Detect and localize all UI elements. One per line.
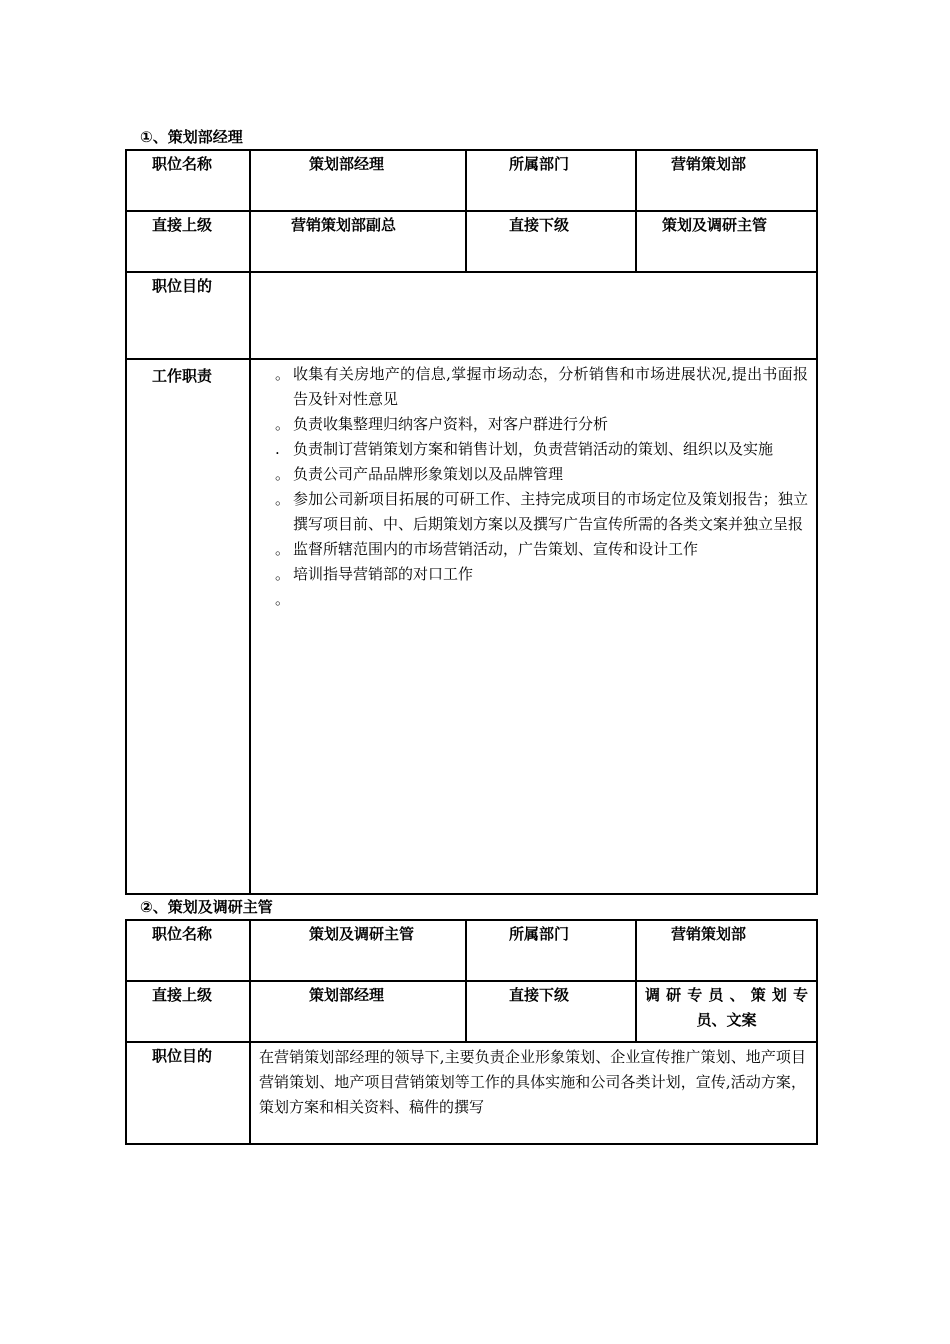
subordinate-value (636, 981, 817, 1042)
job-description-table (125, 149, 818, 895)
position-name-label: 职位名称 (126, 150, 250, 211)
superior-value: 营销策划部副总 (250, 211, 466, 272)
duty-text: 监督所辖范围内的市场营销活动，广告策划、宣传和设计工作 (293, 540, 699, 558)
duty-text: 培训指导营销部的对口工作 (293, 565, 474, 583)
department-value: 营销策划部 (636, 920, 817, 981)
section-title: ②、策划及调研主管 (140, 898, 273, 916)
duty-text: 负责收集整理归纳客户资料，对客户群进行分析 (293, 415, 609, 433)
department-label: 所属部门 (466, 920, 636, 981)
bullet-icon: 。 (275, 565, 291, 583)
department-value: 营销策划部 (636, 150, 817, 211)
bullet-icon: 。 (275, 540, 291, 558)
superior-label: 直接上级 (126, 981, 250, 1042)
subordinate-value-line: 调研专员、策划专 (645, 986, 808, 1004)
job-description-table (125, 919, 818, 1145)
list-item (275, 412, 808, 437)
duty-text: 参加公司新项目拓展的可研工作、主持完成项目的市场定位及策划报告；独立撰写项目前、中、后期策划方案以及撰写广告宣传所需的各类文案并独立呈报 (293, 490, 808, 533)
duties-cell (250, 359, 817, 894)
duties-label: 工作职责 (126, 359, 250, 894)
list-item (275, 587, 808, 612)
subordinate-label: 直接下级 (466, 211, 636, 272)
bullet-icon: 。 (275, 465, 291, 483)
list-item (275, 437, 808, 462)
duty-text: 收集有关房地产的信息,掌握市场动态，分析销售和市场进展状况,提出书面报告及针对性意见 (293, 365, 808, 408)
duty-text: 负责公司产品品牌形象策划以及品牌管理 (293, 465, 564, 483)
duty-list (275, 362, 808, 612)
subordinate-label: 直接下级 (466, 981, 636, 1042)
bullet-icon: 。 (275, 415, 291, 433)
superior-label: 直接上级 (126, 211, 250, 272)
list-item (275, 462, 808, 487)
duty-text: 负责制订营销策划方案和销售计划，负责营销活动的策划、组织以及实施 (293, 440, 774, 458)
purpose-value (250, 272, 817, 359)
position-name-label: 职位名称 (126, 920, 250, 981)
bullet-icon: 。 (275, 590, 291, 608)
department-label: 所属部门 (466, 150, 636, 211)
list-item (275, 362, 808, 412)
superior-value: 策划部经理 (250, 981, 466, 1042)
bullet-icon: . (275, 440, 280, 458)
section-title: ①、策划部经理 (140, 128, 243, 146)
bullet-icon: 。 (275, 490, 291, 508)
purpose-value: 在营销策划部经理的领导下,主要负责企业形象策划、企业宣传推广策划、地产项目营销策划、地产项目营销策划等工作的具体实施和公司各类计划，宣传,活动方案，策划方案和相关资料、稿件的撰写 (250, 1042, 817, 1144)
position-name-value: 策划及调研主管 (250, 920, 466, 981)
position-name-value: 策划部经理 (250, 150, 466, 211)
subordinate-value: 策划及调研主管 (636, 211, 817, 272)
list-item (275, 537, 808, 562)
list-item (275, 562, 808, 587)
purpose-label: 职位目的 (126, 272, 250, 359)
subordinate-value-line: 员、文案 (696, 1011, 757, 1029)
list-item (275, 487, 808, 537)
purpose-label: 职位目的 (126, 1042, 250, 1144)
bullet-icon: 。 (275, 365, 291, 383)
